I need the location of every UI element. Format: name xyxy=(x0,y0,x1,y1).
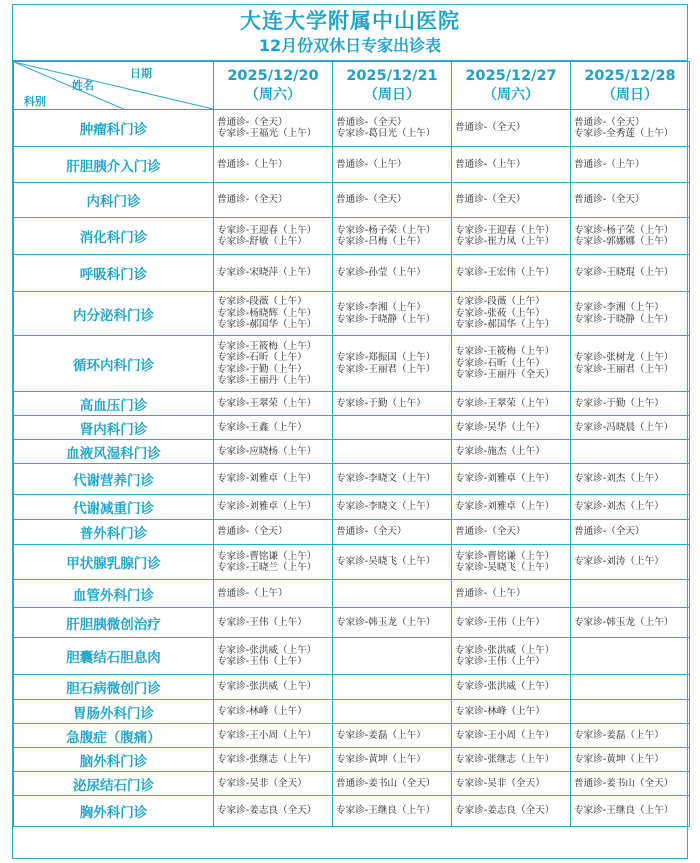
schedule-cell xyxy=(452,580,571,608)
table-row xyxy=(14,580,690,608)
clinic-entry: 专家诊-张洪威（上午） xyxy=(217,644,317,656)
department-name: 肾内科门诊 xyxy=(14,416,214,440)
department-name: 胸外科门诊 xyxy=(14,796,214,827)
clinic-entry: 专家诊-王福光（上午） xyxy=(217,128,317,139)
clinic-entry: 专家诊-吴非（全天） xyxy=(217,777,307,789)
schedule-cell xyxy=(214,608,333,638)
schedule-cell xyxy=(452,724,571,748)
clinic-entry: 普通诊-（全天） xyxy=(336,116,407,128)
clinic-entry: 专家诊-应晓杨（上午） xyxy=(217,445,317,457)
date-header xyxy=(214,62,333,110)
clinic-entry: 普通诊-（上午） xyxy=(455,587,526,599)
clinic-entry: 普通诊-（全天） xyxy=(574,116,645,128)
clinic-entry: 普通诊-（上午） xyxy=(455,158,526,170)
clinic-entry: 专家诊-王丽丹（上午） xyxy=(217,375,317,386)
schedule-cell xyxy=(214,183,333,218)
clinic-entry: 专家诊-吴华（上午） xyxy=(455,421,545,433)
clinic-entry: 专家诊-郑振国（上午） xyxy=(336,352,436,363)
schedule-cell xyxy=(452,336,571,392)
department-name: 内科门诊 xyxy=(14,183,214,218)
corner-name-label: 姓名 xyxy=(72,79,94,92)
clinic-entry: 专家诊-王伟（上午） xyxy=(455,616,545,628)
schedule-cell xyxy=(333,440,452,464)
schedule-cell xyxy=(452,110,571,147)
schedule-cell xyxy=(333,336,452,392)
clinic-entry: 专家诊-冯晓晨（上午） xyxy=(574,421,674,433)
schedule-cell xyxy=(452,796,571,827)
clinic-entry: 专家诊-张洪威（上午） xyxy=(217,681,317,693)
table-row xyxy=(14,392,690,416)
table-row xyxy=(14,183,690,218)
schedule-cell xyxy=(571,183,690,218)
department-name: 代谢营养门诊 xyxy=(14,464,214,495)
table-row xyxy=(14,545,690,580)
clinic-entry: 专家诊-曹铭谦（上午） xyxy=(455,550,555,562)
clinic-entry: 专家诊-刘涛（上午） xyxy=(574,556,664,568)
clinic-entry: 专家诊-林峰（上午） xyxy=(217,705,307,717)
schedule-cell xyxy=(333,772,452,796)
schedule-cell xyxy=(452,675,571,700)
department-name: 血管外科门诊 xyxy=(14,580,214,608)
schedule-cell xyxy=(214,495,333,520)
clinic-entry: 专家诊-王迎春（上午） xyxy=(217,224,317,236)
clinic-entry: 普通诊-（全天） xyxy=(574,194,645,206)
table-row xyxy=(14,495,690,520)
date-value: 2025/12/27 xyxy=(465,67,557,84)
schedule-cell xyxy=(571,336,690,392)
clinic-entry: 专家诊-曹铭谦（上午） xyxy=(217,550,317,562)
schedule-cell xyxy=(571,110,690,147)
clinic-entry: 专家诊-崔力凤（上午） xyxy=(455,236,555,247)
schedule-cell xyxy=(214,520,333,545)
department-name: 肿瘤科门诊 xyxy=(14,110,214,147)
department-name: 脑外科门诊 xyxy=(14,748,214,772)
corner-date-label: 日期 xyxy=(130,67,152,80)
clinic-entry: 专家诊-姜志良（全天） xyxy=(217,805,317,817)
clinic-entry: 专家诊-张洪威（上午） xyxy=(455,681,555,693)
header-row xyxy=(14,62,690,110)
schedule-cell xyxy=(333,608,452,638)
clinic-entry: 专家诊-段薇（上午） xyxy=(217,296,307,308)
department-name: 高血压门诊 xyxy=(14,392,214,416)
corner-dept-label: 科别 xyxy=(24,95,46,108)
clinic-entry: 专家诊-韩玉龙（上午） xyxy=(574,616,674,628)
schedule-cell xyxy=(214,255,333,292)
schedule-cell xyxy=(214,724,333,748)
clinic-entry: 专家诊-段薇（上午） xyxy=(455,296,545,308)
schedule-cell xyxy=(214,392,333,416)
schedule-cell xyxy=(333,675,452,700)
schedule-cell xyxy=(333,464,452,495)
schedule-cell xyxy=(214,545,333,580)
department-name: 甲状腺乳腺门诊 xyxy=(14,545,214,580)
schedule-cell xyxy=(214,110,333,147)
schedule-cell xyxy=(214,675,333,700)
table-row xyxy=(14,218,690,255)
table-row xyxy=(14,110,690,147)
schedule-cell xyxy=(452,520,571,545)
table-row xyxy=(14,292,690,336)
clinic-entry: 专家诊-刘雅卓（上午） xyxy=(217,501,317,513)
schedule-cell xyxy=(333,748,452,772)
clinic-entry: 专家诊-于晓静（上午） xyxy=(574,313,674,325)
clinic-entry: 专家诊-施杰（上午） xyxy=(455,445,545,457)
table-row xyxy=(14,608,690,638)
clinic-entry: 专家诊-王伟（上午） xyxy=(217,616,307,628)
clinic-entry: 专家诊-宋晓萍（上午） xyxy=(217,267,317,279)
schedule-cell xyxy=(571,700,690,724)
schedule-cell xyxy=(571,464,690,495)
clinic-entry: 专家诊-韩玉龙（上午） xyxy=(336,616,436,628)
hospital-title: 大连大学附属中山医院 xyxy=(240,9,460,33)
clinic-entry: 专家诊-郭娜娜（上午） xyxy=(574,236,674,247)
schedule-cell xyxy=(571,495,690,520)
department-name: 血液风湿科门诊 xyxy=(14,440,214,464)
clinic-entry: 普通诊-（全天） xyxy=(217,526,288,538)
schedule-cell xyxy=(571,772,690,796)
clinic-entry: 专家诊-黄坤（上午） xyxy=(574,753,664,765)
clinic-entry: 专家诊-王继良（上午） xyxy=(336,805,436,817)
schedule-cell xyxy=(333,183,452,218)
schedule-cell xyxy=(214,700,333,724)
table-row xyxy=(14,147,690,183)
clinic-entry: 专家诊-李晓文（上午） xyxy=(336,473,436,485)
clinic-entry: 普通诊-（全天） xyxy=(336,194,407,206)
clinic-entry: 普通诊-（全天） xyxy=(455,194,526,206)
clinic-entry: 普通诊-（上午） xyxy=(217,587,288,599)
clinic-entry: 专家诊-王迎春（上午） xyxy=(455,224,555,236)
clinic-entry: 专家诊-王筱梅（上午） xyxy=(455,346,555,358)
schedule-cell xyxy=(571,416,690,440)
clinic-entry: 专家诊-王鑫（上午） xyxy=(217,421,307,433)
clinic-entry: 专家诊-于勤（上午） xyxy=(217,363,307,375)
clinic-entry: 普通诊-（上午） xyxy=(574,158,645,170)
date-header xyxy=(452,62,571,110)
clinic-entry: 普通诊-（全天） xyxy=(574,526,645,538)
schedule-cell xyxy=(571,520,690,545)
date-header xyxy=(333,62,452,110)
schedule-cell xyxy=(214,336,333,392)
clinic-entry: 专家诊-王丽君（上午） xyxy=(336,363,436,375)
clinic-entry: 专家诊-刘雅卓（上午） xyxy=(455,473,555,485)
schedule-cell xyxy=(333,495,452,520)
clinic-entry: 普通诊-（全天） xyxy=(217,194,288,206)
schedule-cell xyxy=(452,608,571,638)
clinic-entry: 专家诊-张树龙（上午） xyxy=(574,352,674,363)
table-row xyxy=(14,638,690,675)
schedule-cell xyxy=(571,255,690,292)
clinic-entry: 专家诊-王筱梅（上午） xyxy=(217,340,317,352)
table-row xyxy=(14,416,690,440)
clinic-entry: 普通诊-（全天） xyxy=(217,116,288,128)
clinic-entry: 专家诊-杨子荣（上午） xyxy=(336,224,436,236)
clinic-entry: 专家诊-王丽丹（全天） xyxy=(455,369,555,381)
clinic-entry: 专家诊-刘杰（上午） xyxy=(574,501,664,513)
schedule-cell xyxy=(333,796,452,827)
department-name: 代谢减重门诊 xyxy=(14,495,214,520)
clinic-entry: 专家诊-张继志（上午） xyxy=(217,753,317,765)
schedule-cell xyxy=(452,440,571,464)
schedule-cell xyxy=(214,292,333,336)
clinic-entry: 专家诊-张继志（上午） xyxy=(455,753,555,765)
clinic-entry: 专家诊-郝国华（上午） xyxy=(455,319,555,331)
schedule-cell xyxy=(571,545,690,580)
clinic-entry: 专家诊-李湘（上午） xyxy=(336,302,426,313)
schedule-cell xyxy=(571,147,690,183)
clinic-entry: 专家诊-吴非（全天） xyxy=(455,777,545,789)
clinic-entry: 专家诊-杨子荣（上午） xyxy=(574,224,674,236)
schedule-cell xyxy=(452,464,571,495)
clinic-entry: 普通诊-姜书山（全天） xyxy=(336,777,436,789)
clinic-entry: 专家诊-王宏伟（上午） xyxy=(455,267,555,279)
clinic-entry: 专家诊-王晓兰（上午） xyxy=(217,562,317,573)
schedule-cell xyxy=(333,545,452,580)
schedule-cell xyxy=(452,545,571,580)
clinic-entry: 普通诊-（上午） xyxy=(336,158,407,170)
schedule-cell xyxy=(571,580,690,608)
clinic-entry: 专家诊-刘杰（上午） xyxy=(574,473,664,485)
schedule-table xyxy=(13,61,690,827)
clinic-entry: 专家诊-王翠荣（上午） xyxy=(455,397,555,409)
corner-header xyxy=(14,62,214,110)
table-row xyxy=(14,675,690,700)
clinic-entry: 专家诊-刘雅卓（上午） xyxy=(217,473,317,485)
clinic-entry: 专家诊-吴晓飞（上午） xyxy=(336,556,436,568)
clinic-entry: 普通诊-（全天） xyxy=(455,122,526,134)
schedule-cell xyxy=(571,218,690,255)
schedule-cell xyxy=(333,520,452,545)
schedule-cell xyxy=(452,700,571,724)
clinic-entry: 专家诊-于勤（上午） xyxy=(336,397,426,409)
table-row xyxy=(14,772,690,796)
schedule-cell xyxy=(214,796,333,827)
table-row xyxy=(14,520,690,545)
date-value: 2025/12/21 xyxy=(346,67,438,84)
schedule-cell xyxy=(333,255,452,292)
clinic-entry: 专家诊-于勤（上午） xyxy=(574,397,664,409)
department-name: 胆石病微创门诊 xyxy=(14,675,214,700)
schedule-cell xyxy=(452,292,571,336)
schedule-cell xyxy=(333,218,452,255)
department-name: 肝胆胰介入门诊 xyxy=(14,147,214,183)
schedule-cell xyxy=(571,675,690,700)
clinic-entry: 专家诊-张洪威（上午） xyxy=(455,644,555,656)
date-header xyxy=(571,62,690,110)
department-name: 内分泌科门诊 xyxy=(14,292,214,336)
clinic-entry: 专家诊-刘雅卓（上午） xyxy=(455,501,555,513)
clinic-entry: 专家诊-黄坤（上午） xyxy=(336,753,426,765)
schedule-cell xyxy=(214,416,333,440)
clinic-entry: 专家诊-王翠荣（上午） xyxy=(217,397,317,409)
schedule-cell xyxy=(214,147,333,183)
department-name: 消化科门诊 xyxy=(14,218,214,255)
schedule-cell xyxy=(571,724,690,748)
schedule-cell xyxy=(452,183,571,218)
date-value: 2025/12/20 xyxy=(227,67,319,84)
clinic-entry: 普通诊-（全天） xyxy=(455,526,526,538)
schedule-cell xyxy=(333,110,452,147)
weekday-value: （周六） xyxy=(483,86,539,103)
schedule-cell xyxy=(333,392,452,416)
schedule-cell xyxy=(452,416,571,440)
schedule-cell xyxy=(571,748,690,772)
clinic-entry: 专家诊-郝国华（上午） xyxy=(217,319,317,331)
schedule-cell xyxy=(333,147,452,183)
title-block xyxy=(13,5,687,61)
schedule-cell xyxy=(571,608,690,638)
date-value: 2025/12/28 xyxy=(584,67,676,84)
clinic-entry: 专家诊-葛日光（上午） xyxy=(336,128,436,139)
clinic-entry: 专家诊-王伟（上午） xyxy=(217,656,307,667)
clinic-entry: 专家诊-舒敏（上午） xyxy=(217,236,307,247)
schedule-cell xyxy=(333,638,452,675)
clinic-entry: 普通诊-（全天） xyxy=(336,526,407,538)
schedule-cell xyxy=(452,218,571,255)
schedule-cell xyxy=(452,495,571,520)
schedule-cell xyxy=(571,440,690,464)
schedule-cell xyxy=(214,772,333,796)
schedule-cell xyxy=(452,748,571,772)
weekday-value: （周日） xyxy=(602,86,658,103)
clinic-entry: 专家诊-王丽君（上午） xyxy=(574,363,674,375)
table-row xyxy=(14,255,690,292)
department-name: 胆囊结石胆息肉 xyxy=(14,638,214,675)
schedule-cell xyxy=(214,440,333,464)
clinic-entry: 专家诊-石昕（上午） xyxy=(455,357,545,369)
department-name: 普外科门诊 xyxy=(14,520,214,545)
schedule-subtitle: 12月份双休日专家出诊表 xyxy=(258,36,442,55)
clinic-entry: 专家诊-杨晓辉（上午） xyxy=(217,307,317,319)
schedule-cell xyxy=(333,580,452,608)
clinic-entry: 专家诊-于晓静（上午） xyxy=(336,313,436,325)
table-row xyxy=(14,748,690,772)
clinic-entry: 专家诊-王小周（上午） xyxy=(217,729,317,741)
schedule-sheet xyxy=(12,4,688,859)
clinic-entry: 专家诊-姜磊（上午） xyxy=(574,729,664,741)
department-name: 泌尿结石门诊 xyxy=(14,772,214,796)
department-name: 呼吸科门诊 xyxy=(14,255,214,292)
schedule-cell xyxy=(571,796,690,827)
table-row xyxy=(14,336,690,392)
clinic-entry: 专家诊-李晓文（上午） xyxy=(336,501,436,513)
schedule-cell xyxy=(452,255,571,292)
schedule-cell xyxy=(333,292,452,336)
schedule-cell xyxy=(214,464,333,495)
schedule-cell xyxy=(452,638,571,675)
schedule-cell xyxy=(333,700,452,724)
clinic-entry: 专家诊-王小周（上午） xyxy=(455,729,555,741)
schedule-cell xyxy=(214,748,333,772)
clinic-entry: 专家诊-石昕（上午） xyxy=(217,352,307,363)
schedule-cell xyxy=(452,147,571,183)
clinic-entry: 专家诊-王晓琨（上午） xyxy=(574,267,674,279)
schedule-cell xyxy=(571,292,690,336)
schedule-cell xyxy=(452,772,571,796)
clinic-entry: 普通诊-（上午） xyxy=(217,158,288,170)
schedule-cell xyxy=(333,416,452,440)
clinic-entry: 专家诊-全秀莲（上午） xyxy=(574,128,674,139)
schedule-cell xyxy=(214,218,333,255)
clinic-entry: 专家诊-张莜（上午） xyxy=(455,307,545,319)
clinic-entry: 专家诊-吴晓飞（上午） xyxy=(455,562,555,573)
table-row xyxy=(14,700,690,724)
clinic-entry: 专家诊-王继良（上午） xyxy=(574,805,674,817)
clinic-entry: 专家诊-李湘（上午） xyxy=(574,302,664,313)
schedule-cell xyxy=(333,724,452,748)
weekday-value: （周日） xyxy=(364,86,420,103)
clinic-entry: 专家诊-姜志良（全天） xyxy=(455,805,555,817)
department-name: 循环内科门诊 xyxy=(14,336,214,392)
table-row xyxy=(14,796,690,827)
schedule-cell xyxy=(214,638,333,675)
schedule-cell xyxy=(571,392,690,416)
schedule-cell xyxy=(571,638,690,675)
schedule-cell xyxy=(452,392,571,416)
clinic-entry: 专家诊-吕梅（上午） xyxy=(336,236,426,247)
clinic-entry: 专家诊-孙莹（上午） xyxy=(336,267,426,279)
department-name: 急腹症（腹痛） xyxy=(14,724,214,748)
department-name: 胃肠外科门诊 xyxy=(14,700,214,724)
department-name: 肝胆胰微创治疗 xyxy=(14,608,214,638)
clinic-entry: 专家诊-林峰（上午） xyxy=(455,705,545,717)
table-row xyxy=(14,464,690,495)
clinic-entry: 专家诊-王伟（上午） xyxy=(455,656,545,667)
table-row xyxy=(14,440,690,464)
weekday-value: （周六） xyxy=(245,86,301,103)
clinic-entry: 专家诊-姜磊（上午） xyxy=(336,729,426,741)
table-row xyxy=(14,724,690,748)
clinic-entry: 普通诊-姜书山（全天） xyxy=(574,777,674,789)
schedule-cell xyxy=(214,580,333,608)
